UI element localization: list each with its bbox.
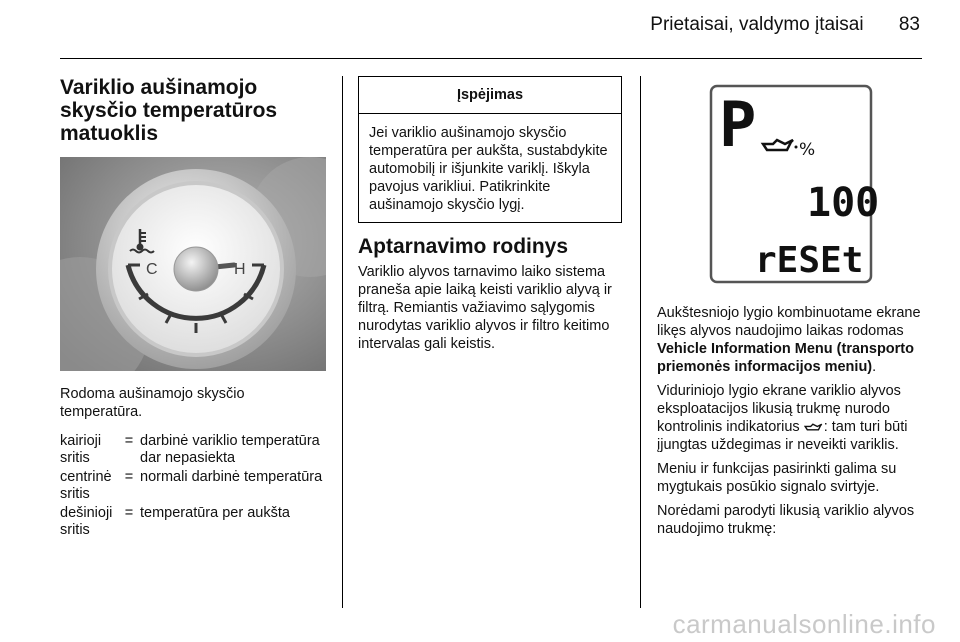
warning-box (358, 76, 622, 223)
service-display-paragraph: Variklio alyvos tarnavimo laiko sistema praneša apie laiką keisti variklio alyvą ir filtrą. Remiantis važiavimo sąlygomis nurodytas variklio alyvos ir filtro keitimo intervalas gali keistis. (358, 264, 612, 352)
coolant-gauge-figure (60, 157, 326, 371)
service-display-heading: Aptarnavimo rodinys (358, 235, 569, 258)
gauge-c-label: C (146, 261, 158, 278)
oil-life-paragraph-3: Meniu ir funkcijas pasirinkti galima su mygtukais posūkio signalo svirtyje. (657, 461, 897, 495)
definition-equals: = (124, 469, 134, 485)
display-letter-p: P (719, 88, 757, 161)
oil-life-paragraph-4: Norėdami parodyti likusią variklio alyvos naudojimo trukmę: (657, 503, 915, 537)
oil-life-display (657, 76, 927, 286)
definition-description: temperatūra per aukšta (140, 505, 290, 521)
definition-term: dešinioji sritis (60, 505, 113, 538)
column-2 (358, 76, 622, 353)
gauge-h-label: H (234, 261, 246, 278)
menu-name: Vehicle Information Menu (transporto priemonės informacijos meniu) (657, 341, 914, 375)
display-value: 100 (807, 180, 880, 226)
page-header (650, 14, 920, 36)
definition-description: darbinė variklio temperatūra dar nepasiekta (140, 433, 320, 466)
text-run: . (872, 359, 877, 375)
definition-row (60, 433, 326, 467)
gauge-caption: Rodoma aušinamojo skysčio temperatūra. (60, 386, 245, 420)
definition-equals: = (124, 433, 134, 449)
gauge-definitions (60, 433, 326, 539)
definition-equals: = (124, 505, 134, 521)
column-divider-1 (342, 76, 343, 608)
oil-indicator-icon (804, 421, 824, 433)
text-run: : tam turi būti įjungtas uždegimas ir neveikti variklis. (657, 419, 908, 453)
text-run: Viduriniojo lygio ekrane variklio alyvos eksploatacijos likusią trukmę nurodo kontrolinis indikatorius (657, 383, 901, 435)
coolant-gauge-heading: Variklio aušinamojo skysčio temperatūros matuoklis (60, 76, 278, 145)
coolant-gauge-illustration (60, 157, 326, 371)
definition-description: normali darbinė temperatūra (140, 469, 323, 485)
oil-life-display-figure (657, 76, 927, 286)
warning-text: Jei variklio aušinamojo skysčio temperatūra per aukšta, sustabdykite automobilį ir išjunkite variklį. Iškyla pavojus varikliui. Patikrinkite aušinamojo skysčio lygį. (369, 125, 608, 213)
definition-term: kairioji sritis (60, 433, 102, 466)
column-divider-2 (640, 76, 641, 608)
header-rule (60, 58, 922, 59)
display-percent: % (799, 140, 816, 160)
page-number: 83 (898, 14, 920, 35)
column-1 (60, 76, 326, 541)
watermark: carmanualsonline.info (672, 609, 936, 639)
text-run: Aukštesniojo lygio kombinuotame ekrane likęs alyvos naudojimo laikas rodomas (657, 305, 921, 339)
oil-life-paragraph-2 (657, 382, 927, 454)
warning-title: Įspėjimas (359, 77, 621, 114)
oil-life-paragraph-1 (657, 304, 927, 376)
definition-term: centrinė sritis (60, 469, 112, 502)
display-reset: rESEt (755, 240, 864, 281)
column-3 (657, 76, 927, 538)
chapter-title: Prietaisai, valdymo įtaisai (650, 14, 864, 35)
definition-row (60, 505, 326, 539)
definition-row (60, 469, 326, 503)
